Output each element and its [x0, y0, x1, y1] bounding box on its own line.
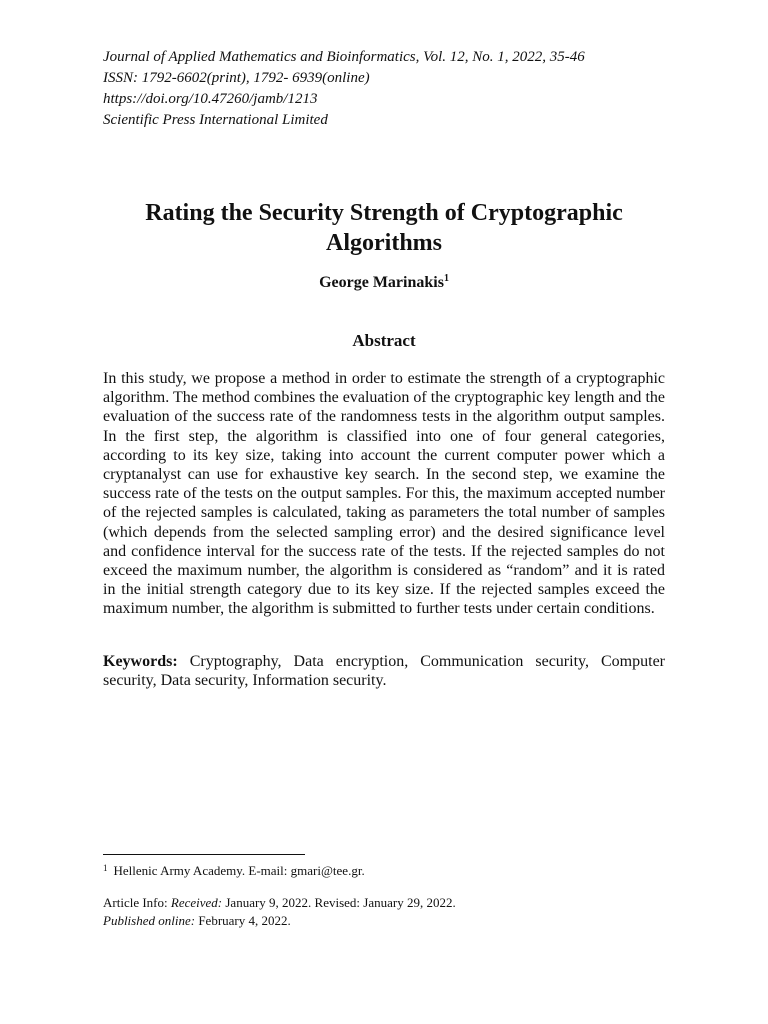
affiliation-footnote	[103, 862, 665, 880]
abstract-text: In this study, we propose a method in order to estimate the strength of a cryptographic algorithm. The method combines the evaluation of the cryptographic key length and the evaluation of the success rate of the randomness tests in the algorithm output samples. In the first step, the algorithm is classified into one of four general categories, according to its key size, taking into account the current computer power which a cryptanalyst can use for exhaustive key search. In the second step, we examine the success rate of the tests on the output samples. For this, the maximum accepted number of the rejected samples is calculated, taking as parameters the total number of samples (which depends from the selected sampling error) and the desired significance level and confidence interval for the success rate of the tests. If the rejected samples do not exceed the maximum number, the algorithm is considered as “random” and it is rated in the initial strength category due to its key size. If the rejected samples exceed the maximum number, the algorithm is submitted to further tests under certain conditions.	[103, 370, 665, 618]
keywords-label: Keywords:	[103, 653, 178, 670]
published-date: February 4, 2022.	[195, 913, 291, 928]
paper-title: Rating the Security Strength of Cryptographic Algorithms	[145, 200, 623, 256]
published-label: Published online:	[103, 913, 196, 928]
footnote-text: Hellenic Army Academy. E-mail: gmari@tee.gr.	[113, 863, 365, 878]
article-info-published-line	[103, 912, 665, 930]
abstract-heading: Abstract	[352, 331, 416, 350]
journal-header	[103, 47, 703, 131]
author-footnote-mark: 1	[443, 273, 449, 284]
author-name: George Marinakis	[319, 274, 444, 291]
author-line	[103, 272, 665, 294]
received-dates: January 9, 2022. Revised: January 29, 2022.	[222, 895, 456, 910]
received-label: Received:	[170, 895, 223, 910]
article-info-dates-line	[103, 894, 665, 912]
keywords-paragraph	[103, 652, 665, 690]
issn-line: ISSN: 1792-6602(print), 1792- 6939(online)	[103, 70, 370, 86]
footnote-divider	[103, 854, 305, 855]
keywords-text: Cryptography, Data encryption, Communication security, Computer security, Data security, Information security.	[103, 653, 665, 690]
journal-citation-line: Journal of Applied Mathematics and Bioinformatics, Vol. 12, No. 1, 2022, 35-46	[103, 49, 585, 65]
doi-line: https://doi.org/10.47260/jamb/1213	[103, 91, 318, 107]
article-info	[103, 894, 665, 930]
article-info-prefix: Article Info:	[103, 895, 171, 910]
publisher-line: Scientific Press International Limited	[103, 112, 328, 128]
footnote-mark: 1	[103, 863, 108, 873]
